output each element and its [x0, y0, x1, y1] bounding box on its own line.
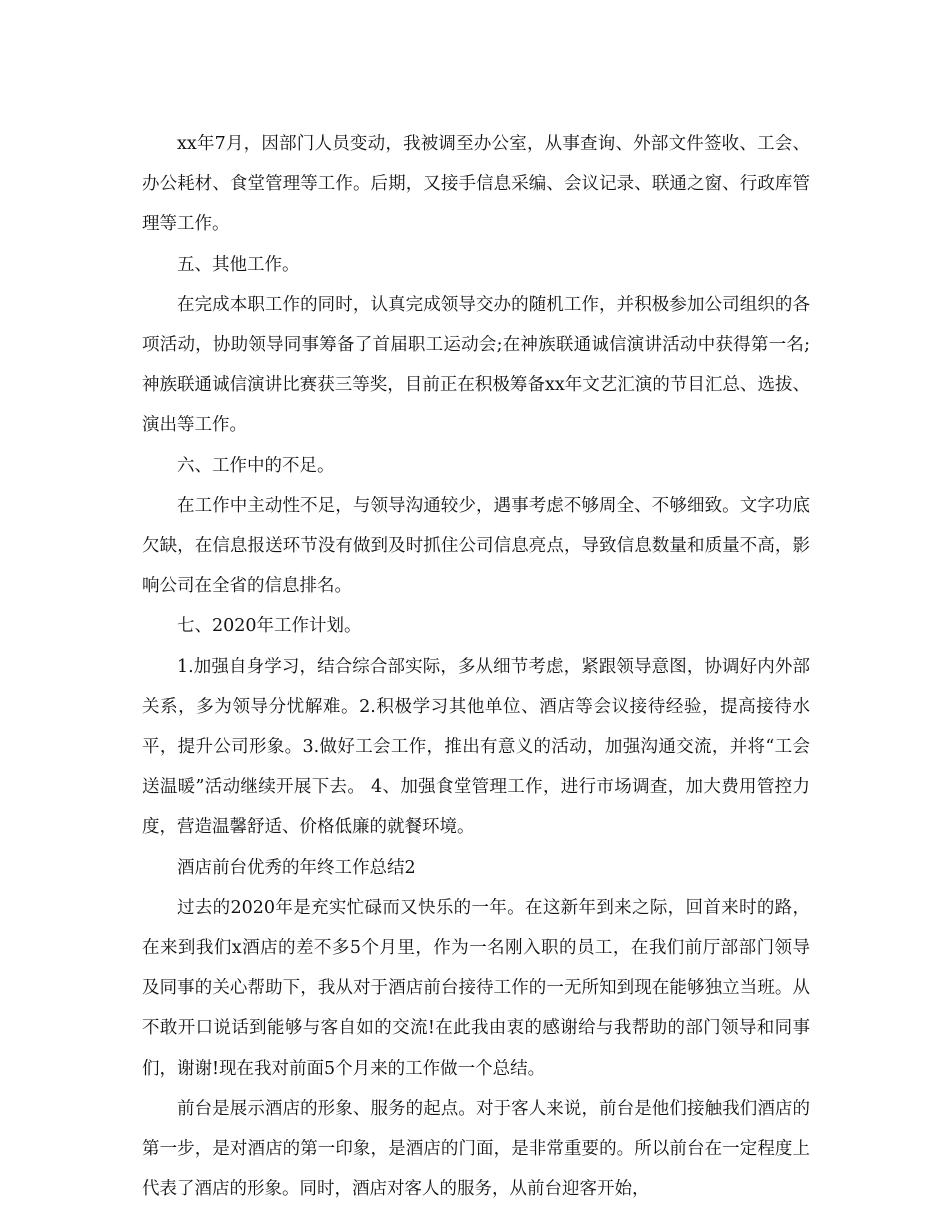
paragraph-office-transfer: xx年7月，因部门人员变动，我被调至办公室，从事查询、外部文件签收、工会、办公耗材、食堂管理等工作。后期，又接手信息采编、会议记录、联通之窗、行政库管理等工作。 [142, 134, 810, 235]
section-heading-other-work: 五、其他工作。 [177, 254, 300, 275]
paragraph-work-plan: 1.加强自身学习，结合综合部实际，多从细节考虑，紧跟领导意图，协调好内外部关系，多为领导分忧解难。2.积极学习其他单位、酒店等会议接待经验，提高接待水平，提升公司形象。3.做好工会工作，推出有意义的活动，加强沟通交流，并将“工会送温暖”活动继续开展下去。 4、加强食堂管理工作，进行市场调查，加大费用管控力度，营造温馨舒适、价格低廉的就餐环境。 [142, 656, 810, 838]
section-heading-shortcomings: 六、工作中的不足。 [177, 455, 335, 476]
section-heading-work-plan: 七、2020年工作计划。 [177, 616, 362, 637]
article-title-summary-2: 酒店前台优秀的年终工作总结2 [177, 857, 416, 878]
paragraph-year-review: 过去的2020年是充实忙碌而又快乐的一年。在这新年到来之际，回首来时的路，在来到我们x酒店的差不多5个月里，作为一名刚入职的员工，在我们前厅部部门领导及同事的关心帮助下，我从对于酒店前台接待工作的一无所知到现在能够独立当班。从不敢开口说话到能够与客自如的交流!在此我由衷的感谢给与我帮助的部门领导和同事们，谢谢!现在我对前面5个月来的工作做一个总结。 [142, 897, 810, 1079]
paragraph-shortcomings: 在工作中主动性不足，与领导沟通较少，遇事考虑不够周全、不够细致。文字功底欠缺，在信息报送环节没有做到及时抓住公司信息亮点，导致信息数量和质量不高，影响公司在全省的信息排名。 [142, 495, 810, 597]
paragraph-other-work: 在完成本职工作的同时，认真完成领导交办的随机工作，并积极参加公司组织的各项活动，协助领导同事筹备了首届职工运动会;在神族联通诚信演讲活动中获得第一名;神族联通诚信演讲比赛获三等奖，目前正在积极筹备xx年文艺汇演的节目汇总、选拔、演出等工作。 [142, 294, 810, 436]
paragraph-front-desk-image: 前台是展示酒店的形象、服务的起点。对于客人来说，前台是他们接触我们酒店的第一步，是对酒店的第一印象，是酒店的门面，是非常重要的。所以前台在一定程度上代表了酒店的形象。同时，酒店对客人的服务，从前台迎客开始， [142, 1098, 810, 1200]
document-body [142, 124, 810, 1209]
